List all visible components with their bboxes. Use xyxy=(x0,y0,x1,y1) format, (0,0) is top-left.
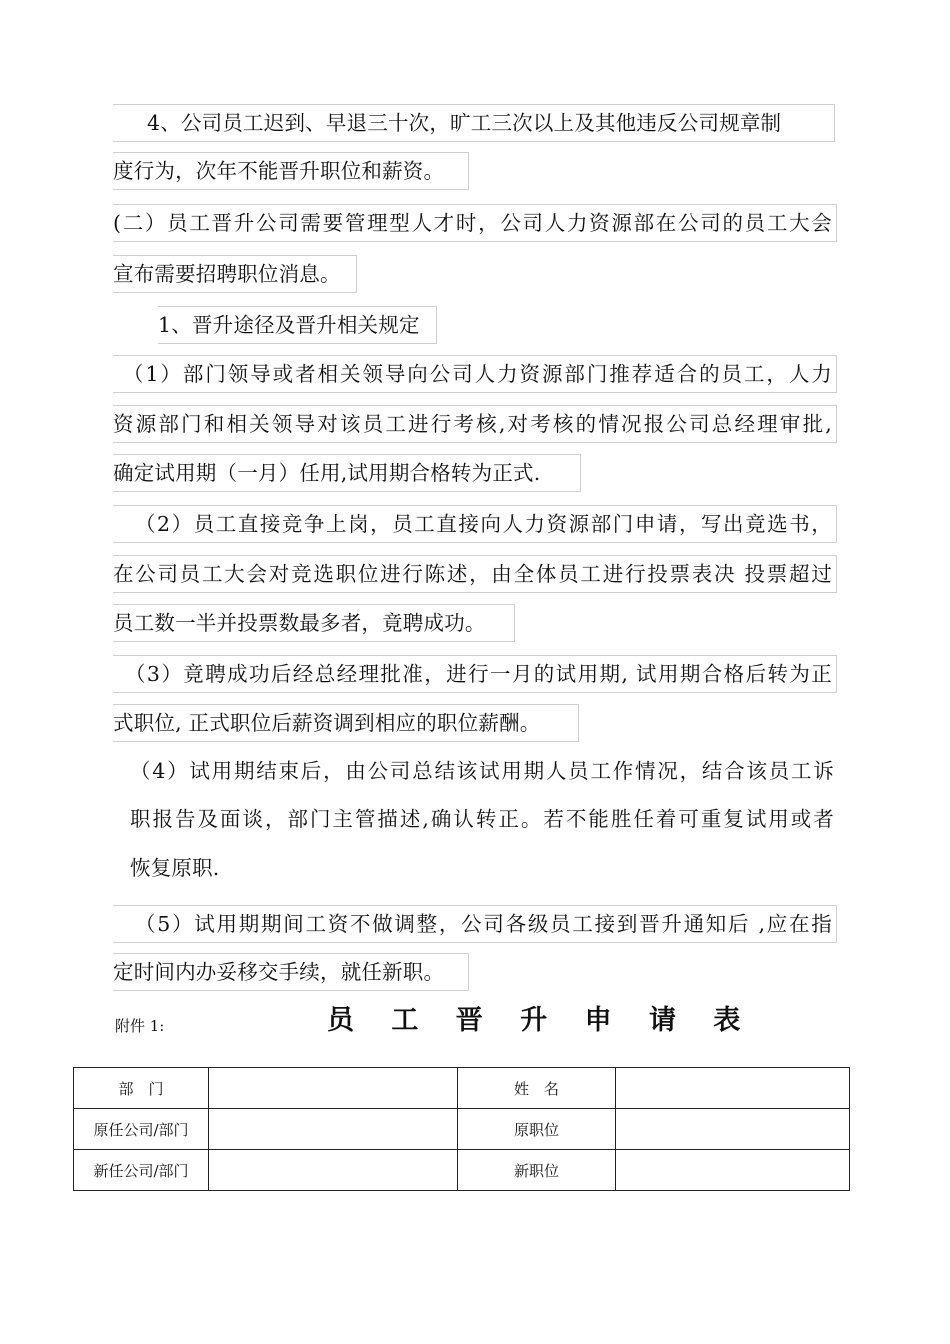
original-position-label: 原职位 xyxy=(458,1109,616,1150)
item-2-line-2: 在公司员工大会对竞选职位进行陈述，由全体员工进行投票表决 投票超过 xyxy=(113,555,837,593)
paragraph-4-line-1: 4、公司员工迟到、早退三十次，旷工三次以上及其他违反公司规章制 xyxy=(113,104,835,142)
item-4-line-3: 恢复原职. xyxy=(130,856,220,880)
form-title: 员 工 晋 升 申 请 表 xyxy=(327,1005,755,1036)
section-two-line-1: (二）员工晋升公司需要管理型人才时，公司人力资源部在公司的员工大会 xyxy=(113,204,837,242)
item-5-line-1: （5）试用期期间工资不做调整，公司各级员工接到晋升通知后 ,应在指 xyxy=(113,905,837,943)
item-1-line-1: （1）部门领导或者相关领导向公司人力资源部门推荐适合的员工，人力 xyxy=(113,355,837,393)
original-company-label: 原任公司/部门 xyxy=(74,1109,209,1150)
paragraph-4-line-2: 度行为，次年不能晋升职位和薪资。 xyxy=(113,152,469,190)
department-field[interactable] xyxy=(209,1068,458,1109)
item-3-line-2: 式职位, 正式职位后薪资调到相应的职位薪酬。 xyxy=(113,704,579,742)
item-4-line-2: 职报告及面谈，部门主管描述,确认转正。若不能胜任着可重复试用或者 xyxy=(130,807,834,831)
item-2-line-3: 员工数一半并投票数最多者，竟聘成功。 xyxy=(113,604,515,642)
name-label: 姓 名 xyxy=(458,1068,616,1109)
original-position-field[interactable] xyxy=(616,1109,850,1150)
item-1-line-2: 资源部门和相关领导对该员工进行考核,对考核的情况报公司总经理审批, xyxy=(113,405,837,443)
original-company-field[interactable] xyxy=(209,1109,458,1150)
name-field[interactable] xyxy=(616,1068,850,1109)
attachment-label: 附件 1: xyxy=(115,1017,165,1035)
item-3-line-1: （3）竟聘成功后经总经理批准，进行一月的试用期, 试用期合格后转为正 xyxy=(113,655,837,693)
new-company-field[interactable] xyxy=(209,1150,458,1191)
item-5-line-2: 定时间内办妥移交手续，就任新职。 xyxy=(113,953,469,991)
section-two-line-2: 宣布需要招聘职位消息。 xyxy=(113,255,357,293)
new-position-label: 新职位 xyxy=(458,1150,616,1191)
table-row xyxy=(74,1068,850,1109)
promotion-application-form xyxy=(73,1067,850,1191)
department-label: 部 门 xyxy=(74,1068,209,1109)
subheading-promotion-path: 1、晋升途径及晋升相关规定 xyxy=(158,306,437,344)
item-4-line-1: （4）试用期结束后，由公司总结该试用期人员工作情况，结合该员工诉 xyxy=(130,759,834,783)
new-position-field[interactable] xyxy=(616,1150,850,1191)
table-row xyxy=(74,1109,850,1150)
item-2-line-1: （2）员工直接竞争上岗，员工直接向人力资源部门申请，写出竟选书， xyxy=(113,505,837,543)
new-company-label: 新任公司/部门 xyxy=(74,1150,209,1191)
item-1-line-3: 确定试用期（一月）任用,试用期合格转为正式. xyxy=(113,454,581,492)
table-row xyxy=(74,1150,850,1191)
